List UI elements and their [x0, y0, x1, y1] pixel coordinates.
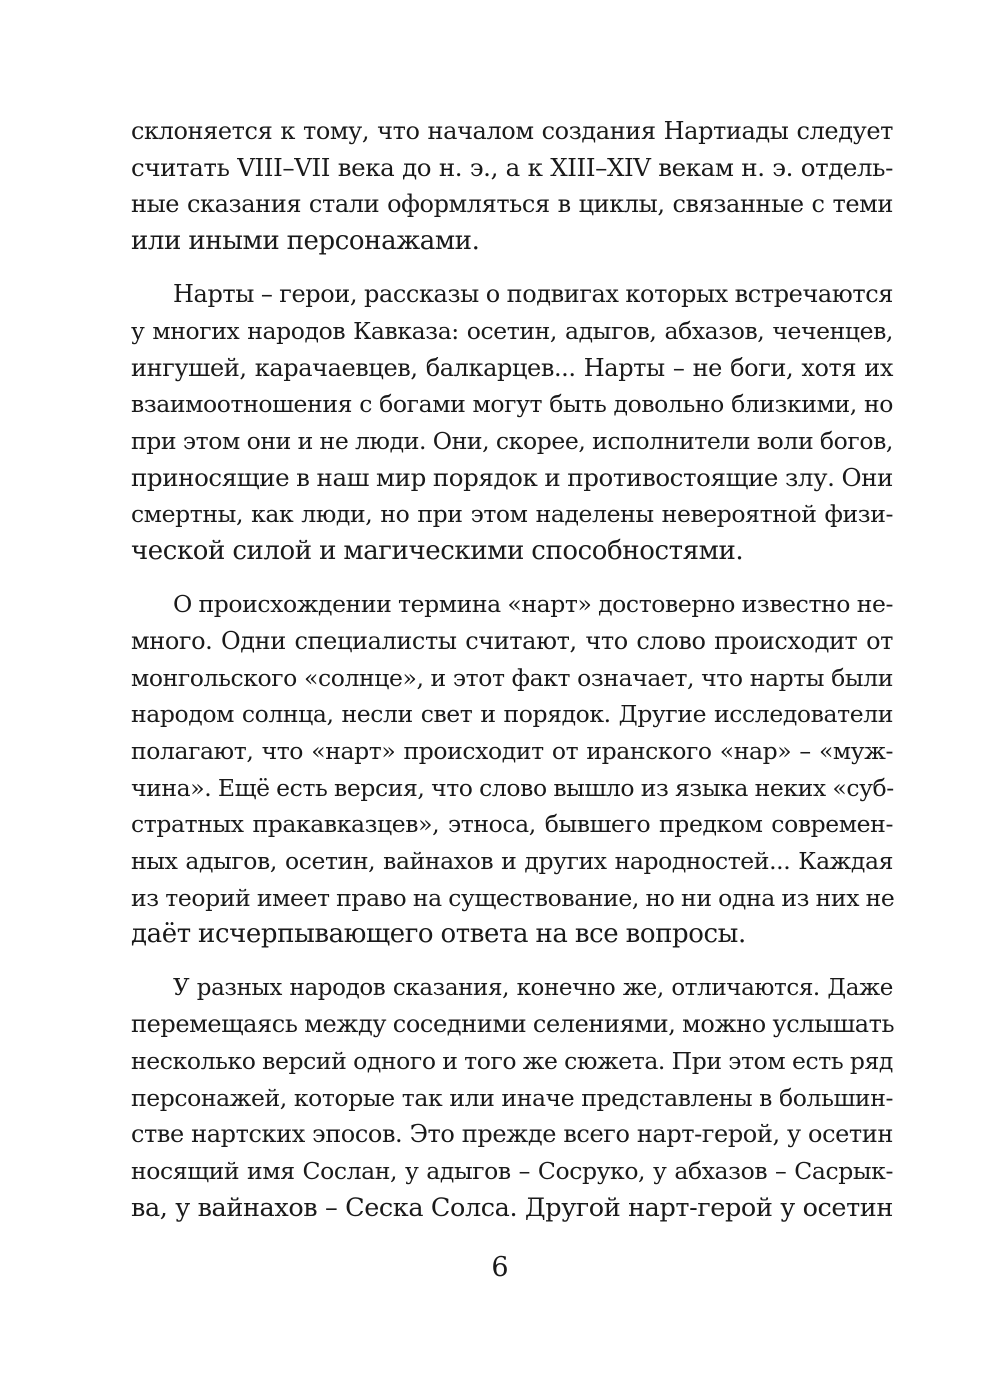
- text-line: ингушей, карачаевцев, балкарцев... Нарты – не боги, хотя их: [131, 353, 893, 382]
- paragraph-2: [131, 276, 893, 570]
- text-line: считать VIII–VII века до н. э., а к XIII–XIV векам н. э. отдель-: [131, 152, 893, 182]
- text-line: персонажей, которые так или иначе представлены в большин-: [131, 1083, 893, 1112]
- text-line: ческой силой и магическими способностями.: [131, 536, 744, 567]
- text-line: полагают, что «нарт» происходит от иранского «нар» – «муж-: [131, 737, 893, 765]
- text-line: даёт исчерпывающего ответа на все вопросы.: [131, 919, 746, 950]
- text-line: у многих народов Кавказа: осетин, адыгов, абхазов, чеченцев,: [131, 316, 893, 345]
- text-line: при этом они и не люди. Они, скорее, исполнители воли богов,: [131, 427, 893, 455]
- text-line: ных адыгов, осетин, вайнахов и других народностей... Каждая: [131, 847, 893, 876]
- text-line: склоняется к тому, что началом создания Нартиады следует: [131, 117, 893, 145]
- text-line: ные сказания стали оформляться в циклы, связанные с теми: [131, 190, 893, 219]
- text-line: носящий имя Сослан, у адыгов – Сосруко, у абхазов – Сасрык-: [131, 1157, 893, 1186]
- text-line: Нарты – герои, рассказы о подвигах которых встречаются: [173, 280, 893, 309]
- text-line: взаимоотношения с богами могут быть довольно близкими, но: [131, 390, 893, 419]
- paragraph-1: [131, 113, 893, 260]
- text-line: народом солнца, несли свет и порядок. Другие исследователи: [131, 700, 893, 729]
- paragraph-4: [131, 970, 893, 1227]
- text-line: несколько версий одного и того же сюжета. При этом есть ряд: [131, 1047, 893, 1075]
- text-line: много. Одни специалисты считают, что слово происходит от: [131, 626, 893, 655]
- page-number: 6: [491, 1252, 509, 1283]
- text-line: или иными персонажами.: [131, 226, 480, 257]
- text-line: монгольского «солнце», и этот факт означает, что нарты были: [131, 663, 893, 692]
- text-line: ва, у вайнахов – Сеска Солса. Другой нарт-герой у осетин: [131, 1192, 893, 1223]
- text-line: приносящие в наш мир порядок и противостоящие злу. Они: [131, 462, 893, 492]
- text-line: стратных пракавказцев», этноса, бывшего предком современ-: [131, 810, 893, 839]
- text-line: из теорий имеет право на существование, но ни одна из них не: [131, 883, 895, 912]
- text-line: стве нартских эпосов. Это прежде всего нарт-герой, у осетин: [131, 1120, 893, 1149]
- text-line: У разных народов сказания, конечно же, отличаются. Даже: [173, 974, 893, 1001]
- text-line: О происхождении термина «нарт» достоверно известно не-: [173, 590, 893, 619]
- text-line: перемещаясь между соседними селениями, можно услышать: [131, 1010, 895, 1039]
- text-line: чина». Ещё есть версия, что слово вышло из языка неких «суб-: [131, 773, 894, 802]
- paragraph-3: [131, 586, 893, 953]
- page-body: [131, 113, 893, 1243]
- text-line: смертны, как люди, но при этом наделены невероятной физи-: [131, 500, 893, 529]
